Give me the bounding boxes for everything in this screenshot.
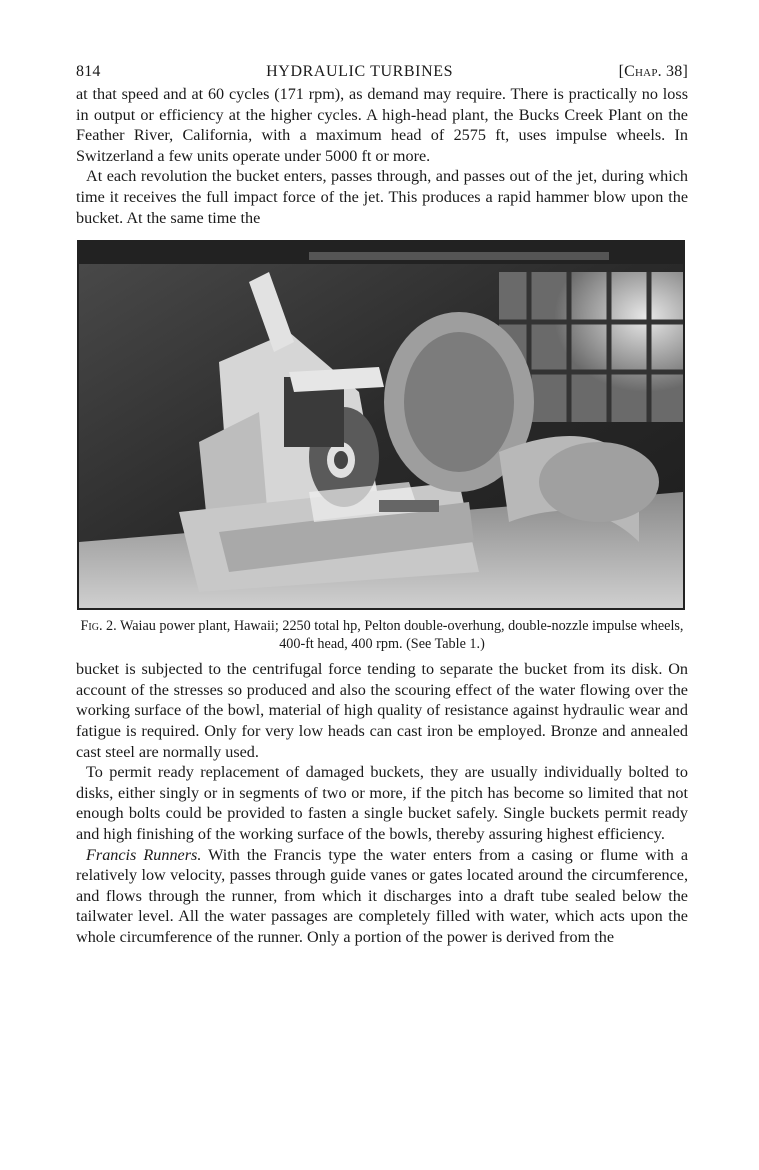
- running-title: HYDRAULIC TURBINES: [266, 63, 454, 80]
- figure-label: Fig. 2.: [80, 618, 117, 635]
- paragraph-1: at that speed and at 60 cycles (171 rpm), as demand may require. There is practically no loss in output or efficiency at the higher cycles. A high-head plant, the Bucks Creek Plant on the Feather River, California, with a maximum head of 2575 ft, uses impulse wheels. In Switzerland a few units operate under 5000 ft or more.: [76, 85, 688, 165]
- paragraph-3: bucket is subjected to the centrifugal force tending to separate the bucket from its disk. On account of the stresses so produced and also the scouring effect of the water flowing over the working surface of the bowl, material of high quality of resistance against hydraulic wear and fatigue is required. Only for very low heads can cast iron be employed. Bronze and annealed cast steel are normally used.: [76, 660, 688, 761]
- turbine-photo-illustration: [79, 242, 683, 608]
- paragraph-2: At each revolution the bucket enters, passes through, and passes out of the jet, during which time it receives the full impact force of the jet. This produces a rapid hammer blow upon the bucket. At the same time the: [76, 167, 688, 227]
- section-run-in-heading: Francis Runners.: [86, 845, 202, 864]
- figure-photo: [77, 240, 685, 610]
- page-number: 814: [76, 63, 101, 80]
- paragraph-4: To permit ready replacement of damaged buckets, they are usually individually bolted to disks, either singly or in segments of two or more, if the pitch has become so limited that not enough bolts could be provided to fasten a single bucket safely. Single buckets permit ready and high finishing of the working surface of the bowls, thereby assuring highest efficiency.: [76, 763, 688, 843]
- paragraph-5-text: With the Francis type the water enters from a casing or flume with a relatively low velocity, passes through guide vanes or gates located around the circumference, and flows through the runner, from which it discharges into a draft tube sealed below the tailwater level. All the water passages are completely filled with water, which acts upon the whole circumference of the runner. Only a portion of the power is derived from the: [76, 845, 689, 946]
- figure-caption-text: Waiau power plant, Hawaii; 2250 total hp, Pelton double-overhung, double-nozzle impulse wheels, 400-ft head, 400 rpm. (See Table 1.): [120, 618, 684, 652]
- paragraph-5: [76, 845, 688, 948]
- chapter-label: [Chap. 38]: [618, 63, 688, 80]
- running-head: [76, 62, 688, 84]
- page: [76, 62, 688, 947]
- figure-caption: [76, 618, 688, 653]
